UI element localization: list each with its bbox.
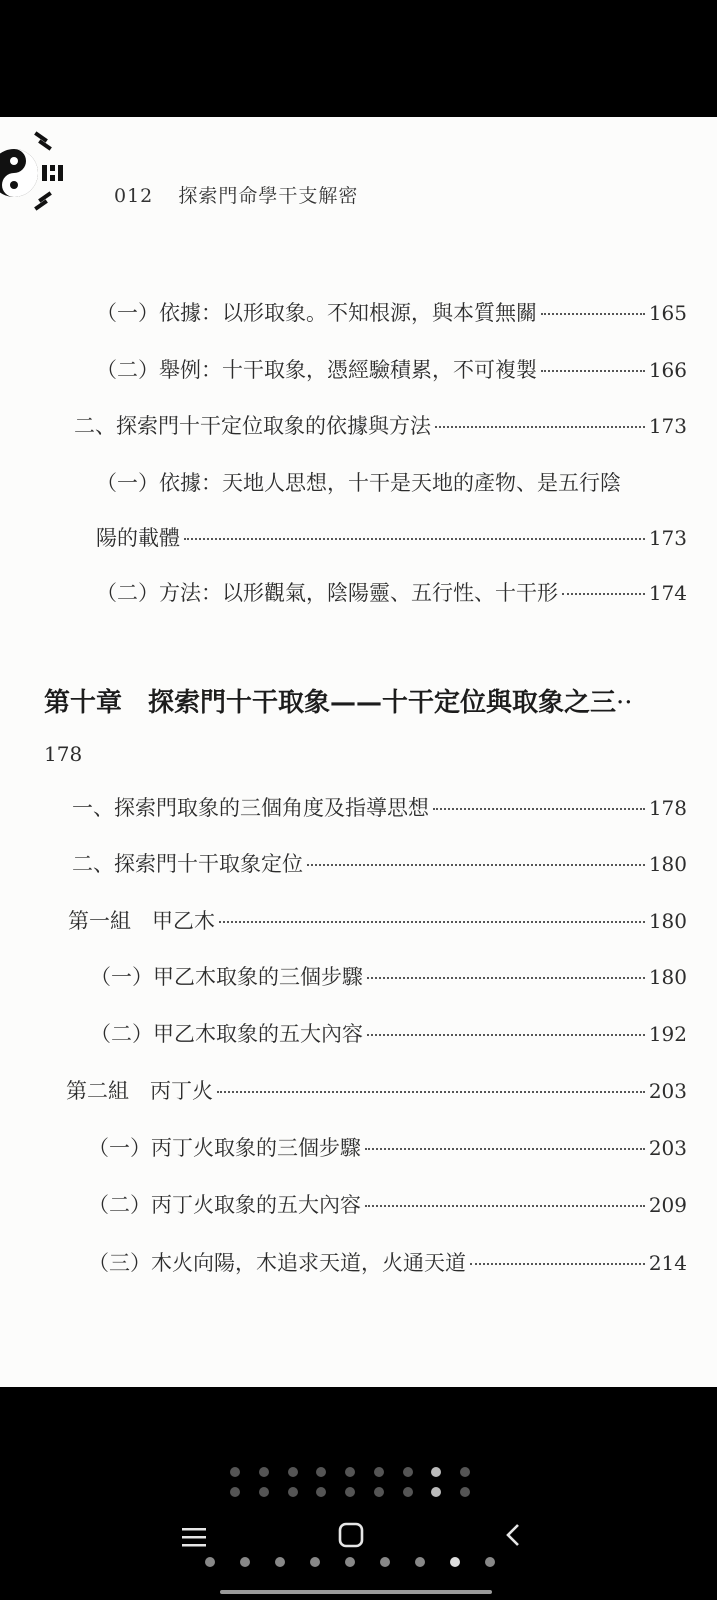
dot-leader xyxy=(541,312,645,315)
toc-entry-page: 209 xyxy=(648,1193,687,1217)
toc-entry[interactable] xyxy=(96,577,687,607)
toc-entry-page: 180 xyxy=(648,965,687,989)
toc-entry-page: 214 xyxy=(648,1251,687,1275)
toc-entry[interactable] xyxy=(90,961,687,991)
book-page xyxy=(0,117,717,1387)
toc-entry[interactable] xyxy=(88,1189,687,1219)
toc-entry[interactable] xyxy=(66,1075,687,1105)
toc-entry-page: 174 xyxy=(648,581,687,605)
toc-entry-text: （二）方法：以形觀氣，陰陽靈、五行性、十干形 xyxy=(96,581,558,605)
toc-entry-text: （一）依據：以形取象。不知根源，與本質無關 xyxy=(96,301,537,325)
toc-entry-text: 一、探索門取象的三個角度及指導思想 xyxy=(72,796,429,820)
dot-leader xyxy=(433,807,645,810)
dot-leader xyxy=(365,1204,645,1207)
toc-entry-text: （一）丙丁火取象的三個步驟 xyxy=(88,1136,361,1160)
dot-leader xyxy=(217,1090,645,1093)
page-header xyxy=(114,181,358,208)
toc-entry-text: 第二組 丙丁火 xyxy=(66,1079,213,1103)
toc-entry[interactable] xyxy=(96,522,687,552)
dot-leader xyxy=(184,537,645,540)
toc-entry-page: 180 xyxy=(648,852,687,876)
toc-entry-page: 178 xyxy=(648,796,687,820)
toc-entry[interactable] xyxy=(96,354,687,384)
toc-entry-page: 180 xyxy=(648,909,687,933)
page-dot[interactable] xyxy=(374,1467,384,1477)
toc-entry-text: （二）甲乙木取象的五大內容 xyxy=(90,1022,363,1046)
toc-entry-text: （一）甲乙木取象的三個步驟 xyxy=(90,965,363,989)
system-nav-bar xyxy=(0,1505,717,1565)
dot-leader xyxy=(219,920,645,923)
chapter-label: 第十章 xyxy=(44,688,123,718)
dot-leader xyxy=(367,976,645,979)
toc-entry[interactable] xyxy=(88,1247,687,1277)
toc-entry-text: （二）舉例：十干取象，憑經驗積累，不可複製 xyxy=(96,358,537,382)
dot-leader xyxy=(470,1262,645,1265)
page-dot[interactable] xyxy=(259,1467,269,1477)
page-dot-active[interactable] xyxy=(431,1467,441,1477)
page-dot[interactable] xyxy=(403,1467,413,1477)
toc-entry-page: 203 xyxy=(648,1136,687,1160)
recent-apps-icon[interactable] xyxy=(180,1525,208,1549)
toc-entry-text: （二）丙丁火取象的五大內容 xyxy=(88,1193,361,1217)
toc-entry-text[interactable]: （一）依據：天地人思想，十干是天地的產物、是五行陰 xyxy=(96,471,621,495)
toc-entry-text: 二、探索門十干取象定位 xyxy=(72,852,303,876)
chapter-title: 探索門十干取象——十干定位與取象之三 xyxy=(148,688,617,718)
page-dot[interactable] xyxy=(460,1467,470,1477)
dot-leader xyxy=(365,1147,645,1150)
page-dot[interactable] xyxy=(230,1467,240,1477)
dot-leader xyxy=(541,369,645,372)
page-number: 012 xyxy=(114,185,154,207)
toc-entry-text: 第一組 甲乙木 xyxy=(68,909,215,933)
toc-entry-page: 173 xyxy=(648,414,687,438)
back-icon[interactable] xyxy=(503,1522,525,1548)
gesture-bar[interactable] xyxy=(220,1590,492,1594)
nav-dots-overlay xyxy=(205,1557,495,1567)
toc-entry-page: 192 xyxy=(648,1022,687,1046)
toc-entry-page: 173 xyxy=(648,526,687,550)
toc-entry-text: 陽的載體 xyxy=(96,526,180,550)
toc-entry[interactable] xyxy=(96,297,687,327)
dot-leader xyxy=(435,425,645,428)
toc-entry[interactable] xyxy=(88,1132,687,1162)
dot-leader xyxy=(367,1033,645,1036)
toc-entry[interactable] xyxy=(68,905,687,935)
toc-entry[interactable] xyxy=(74,410,687,440)
chapter-heading[interactable]: 第十章 探索門十干取象——十干定位與取象之三·· xyxy=(44,688,633,718)
toc-entry-page: 165 xyxy=(648,301,687,325)
chapter-page: 178 xyxy=(44,742,83,766)
page-indicator-secondary xyxy=(230,1487,470,1497)
home-icon[interactable] xyxy=(336,1520,366,1550)
dot-leader xyxy=(562,592,645,595)
page-indicator[interactable] xyxy=(230,1467,470,1477)
page-dot[interactable] xyxy=(288,1467,298,1477)
toc-entry[interactable] xyxy=(72,848,687,878)
page-dot[interactable] xyxy=(316,1467,326,1477)
dot-leader xyxy=(307,863,645,866)
page-dot[interactable] xyxy=(345,1467,355,1477)
toc-entry-page: 203 xyxy=(648,1079,687,1103)
bagua-logo-icon xyxy=(0,123,76,223)
book-title: 探索門命學干支解密 xyxy=(178,185,359,207)
toc-entry-text: 二、探索門十干定位取象的依據與方法 xyxy=(74,414,431,438)
toc-entry-page: 166 xyxy=(648,358,687,382)
toc-entry-text: （三）木火向陽，木追求天道，火通天道 xyxy=(88,1251,466,1275)
toc-entry[interactable] xyxy=(72,792,687,822)
toc-entry[interactable] xyxy=(90,1018,687,1048)
